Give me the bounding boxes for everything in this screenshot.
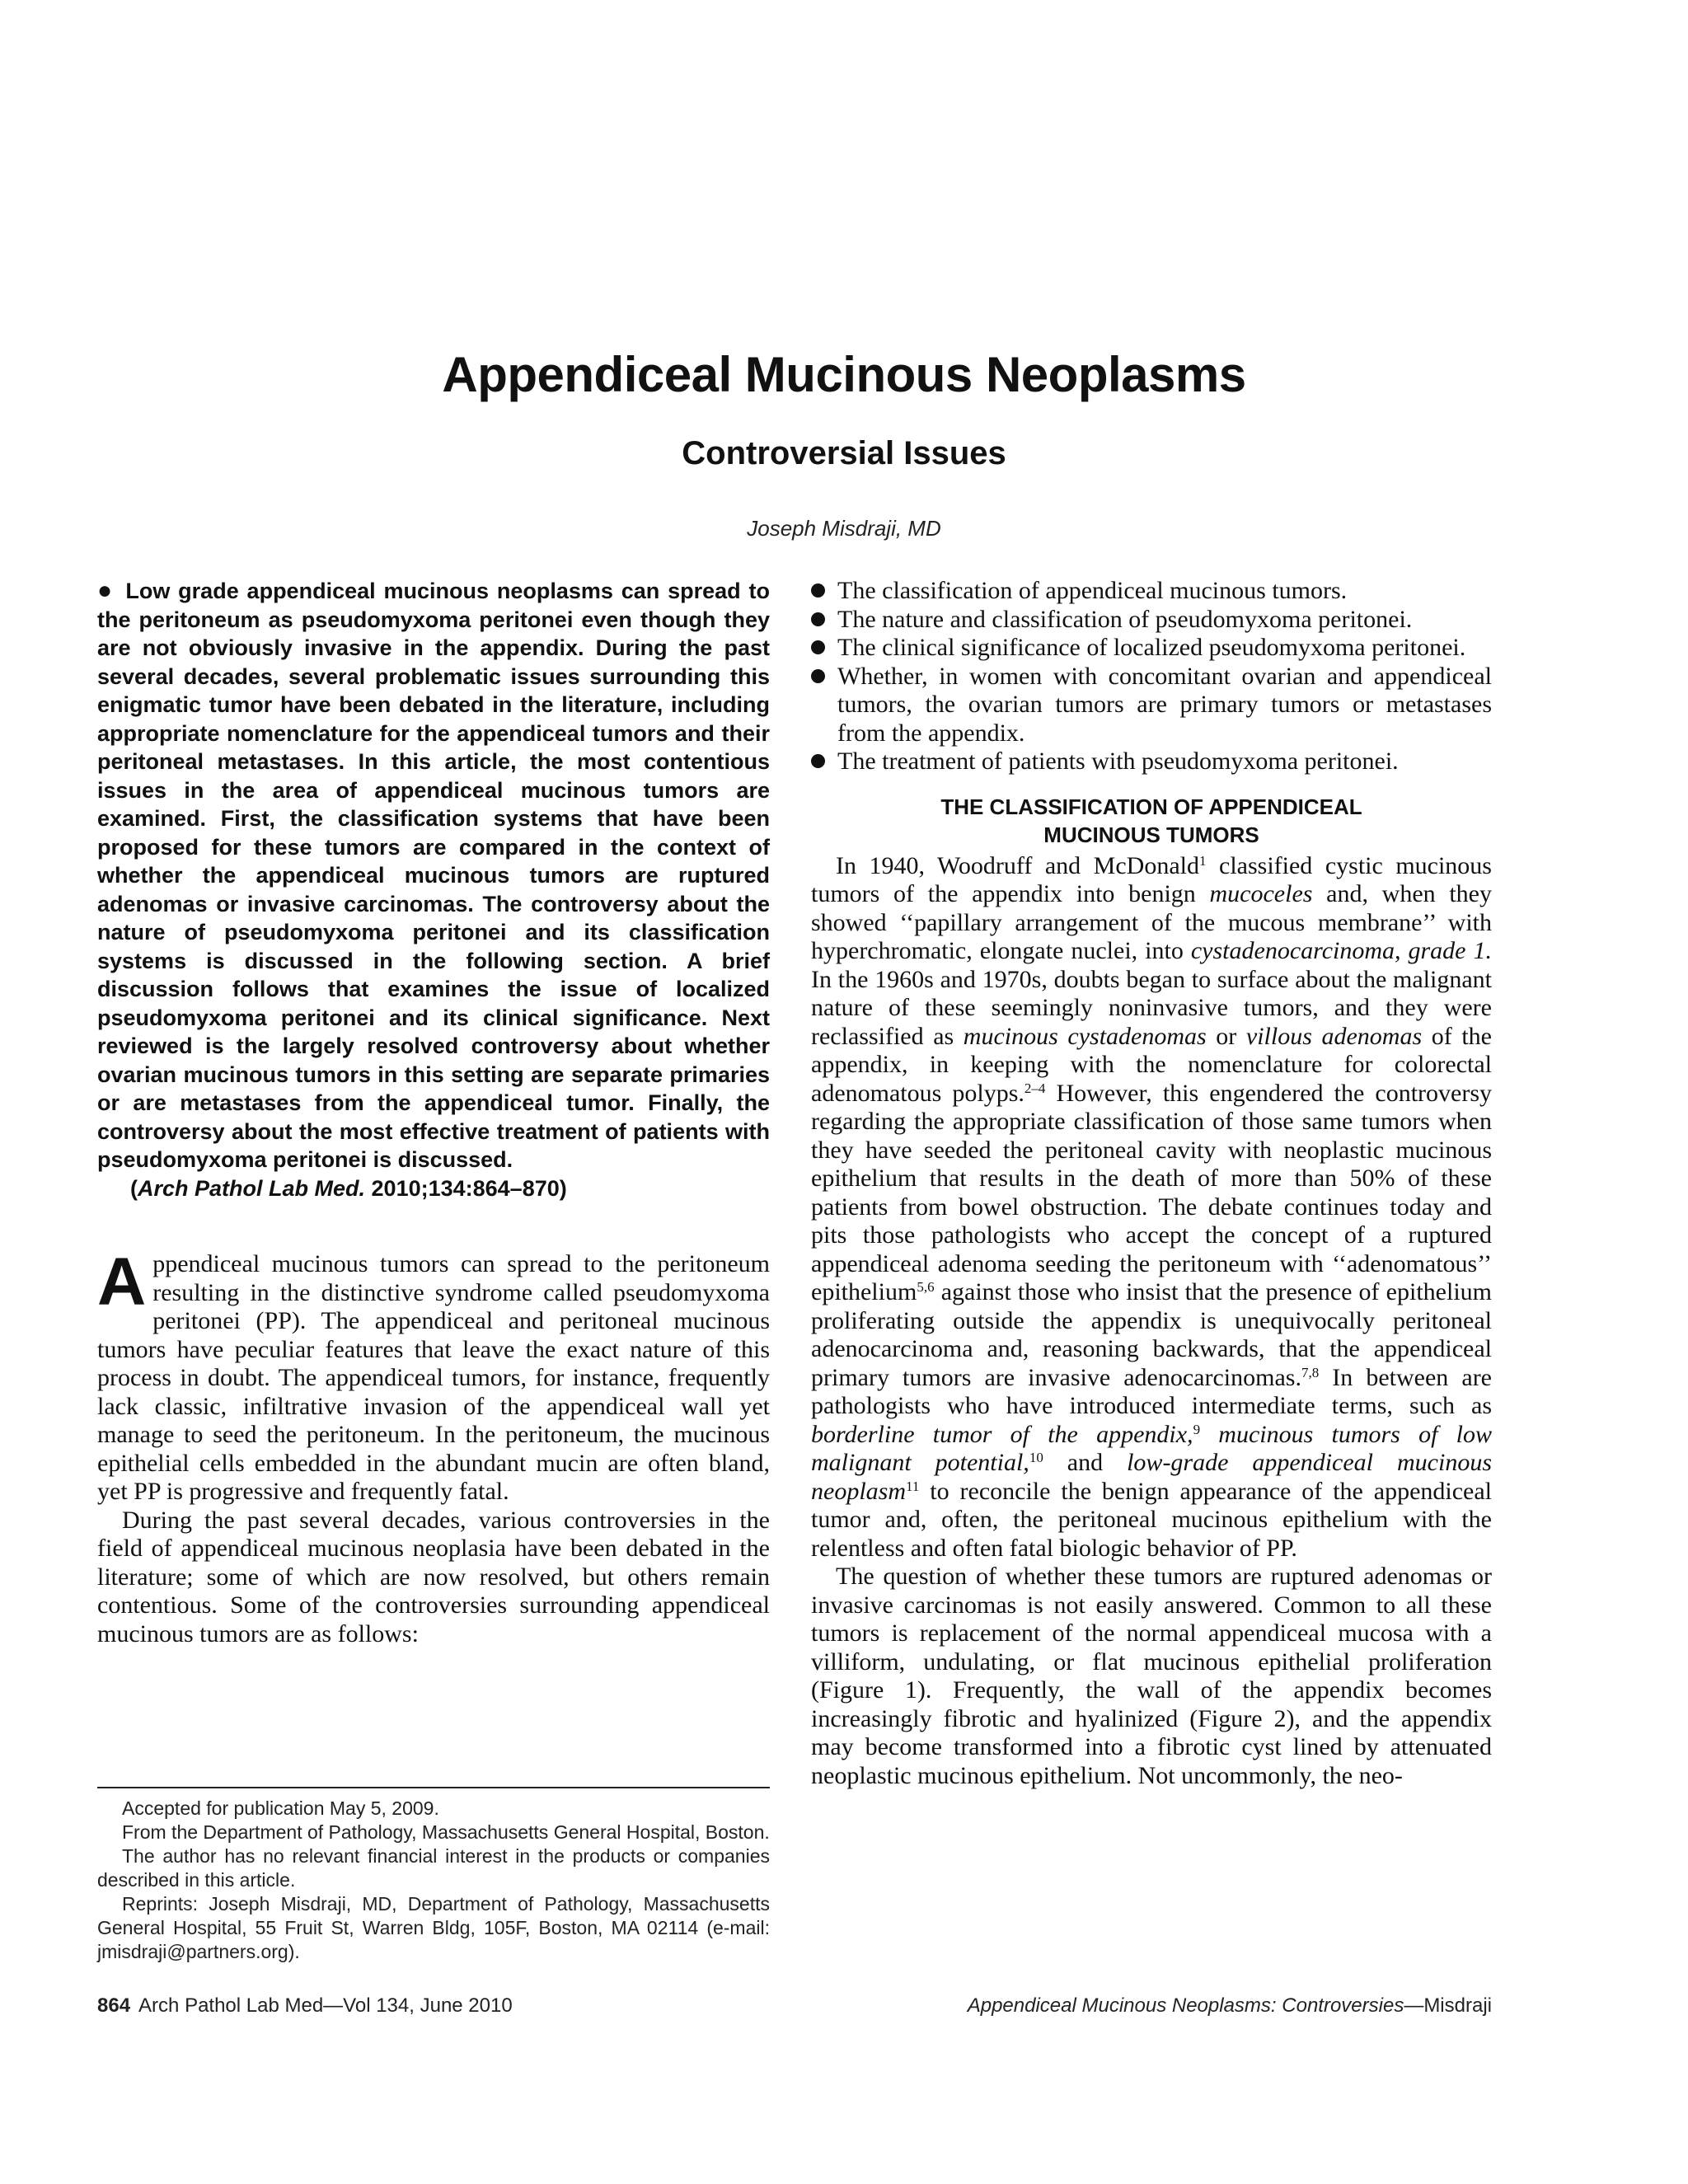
- left-column: [97, 577, 770, 1648]
- list-item-text: The clinical significance of localized pseudomyxoma peritonei.: [837, 634, 1466, 661]
- reference-superscript: 9: [1193, 1421, 1201, 1437]
- italic-term: villous adenomas: [1245, 1022, 1423, 1050]
- italic-term: mucinous cystadenomas: [963, 1022, 1207, 1050]
- footer-left: [97, 1994, 513, 2018]
- text-run: and, when they showed ‘‘papillary arrangement of the mucous membrane’’ with hyperchromatic, elongate nuclei, into: [811, 880, 1492, 964]
- intro-paragraph-1-text: ppendiceal mucinous tumors can spread to the peritoneum resulting in the distinctive syndrome called pseudomyxoma peritonei (PP). The appendiceal and peritoneal mucinous tumors have peculiar features that leave the exact nature of this process in doubt. The appendiceal tumors, for instance, frequently lack classic, infiltrative invasion of the appendiceal wall yet manage to seed the peritoneum. In the peritoneum, the mucinous epithelial cells embedded in the abundant mucin are often bland, yet PP is progressive and frequently fatal.: [97, 1250, 770, 1505]
- bullet-icon: [811, 754, 825, 768]
- journal-info: Arch Pathol Lab Med—Vol 134, June 2010: [138, 1994, 513, 2017]
- list-item-text: Whether, in women with concomitant ovarian and appendiceal tumors, the ovarian tumors are primary tumors or metastases from the appendix.: [837, 662, 1492, 747]
- reference-superscript: 7,8: [1301, 1364, 1320, 1380]
- italic-term: borderline tumor of the appendix,: [811, 1420, 1193, 1448]
- section-paragraph-2: The question of whether these tumors are ruptured adenomas or invasive carcinomas is not easily answered. Common to all these tumors is replacement of the normal appendiceal mucosa with a villiform, undulating, or flat mucinous epithelial proliferation (Figure 1). Frequently, the wall of the appendix becomes increasingly fibrotic and hyalinized (Figure 2), and the appendix may become transformed into a fibrotic cyst lined by attenuated neoplastic mucinous epithelium. Not uncommonly, the neo-: [811, 1563, 1492, 1789]
- page-number: 864: [97, 1994, 131, 2017]
- abstract-text: Low grade appendiceal mucinous neoplasms can spread to the peritoneum as pseudomyxoma peritonei even though they are not obviously invasive in the appendix. During the past several decades, several problematic issues surrounding this enigmatic tumor have been debated in the literature, including appropriate nomenclature for the appendiceal tumors and their peritoneal metastases. In this article, the most contentious issues in the area of appendiceal mucinous tumors are examined. First, the classification systems that have been proposed for these tumors are compared in the context of whether the appendiceal mucinous tumors are ruptured adenomas or invasive carcinomas. The controversy about the nature of pseudomyxoma peritonei and its classification systems is discussed in the following section. A brief discussion follows that examines the issue of localized pseudomyxoma peritonei and its clinical significance. Next reviewed is the largely resolved controversy about whether ovarian mucinous tumors in this setting are separate primaries or are metastases from the appendiceal tumor. Finally, the controversy about the most effective treatment of patients with pseudomyxoma peritonei is discussed.: [97, 579, 770, 1172]
- abstract-bullet-icon: ●: [97, 577, 115, 604]
- section-paragraph-1: [811, 852, 1492, 1563]
- list-item: [811, 634, 1492, 663]
- running-title: Appendiceal Mucinous Neoplasms: Controversies: [967, 1994, 1404, 2017]
- intro-paragraph-1: [97, 1244, 770, 1507]
- footnote-disclosure: The author has no relevant financial interest in the products or companies described in this article.: [97, 1845, 770, 1891]
- citation-journal: Arch Pathol Lab Med.: [138, 1175, 366, 1201]
- abstract: [97, 577, 770, 1174]
- footnote-reprints: Reprints: Joseph Misdraji, MD, Department of Pathology, Massachusetts General Hospital, 55 Fruit St, Warren Bldg, 105F, Boston, MA 02114 (e-mail: jmisdraji@partners.org).: [97, 1893, 770, 1962]
- list-item-text: The treatment of patients with pseudomyxoma peritonei.: [837, 748, 1399, 775]
- list-item-text: The classification of appendiceal mucinous tumors.: [837, 577, 1348, 604]
- text-run: [1200, 1421, 1218, 1448]
- list-item: [811, 748, 1492, 776]
- italic-term: low-grade appendiceal mucinous neoplasm: [811, 1449, 1492, 1505]
- section-heading-line-1: THE CLASSIFICATION OF APPENDICEAL: [940, 794, 1362, 819]
- running-author: —Misdraji: [1404, 1994, 1492, 2017]
- right-column: [811, 577, 1492, 1790]
- text-run: In the 1960s and 1970s, doubts began to surface about the malignant nature of these seemingly noninvasive tumors, and they were reclassified as: [811, 965, 1492, 1050]
- bullet-icon: [811, 640, 825, 654]
- article-title: Appendiceal Mucinous Neoplasms: [442, 347, 1246, 402]
- reference-superscript: 10: [1029, 1450, 1043, 1465]
- list-item: [811, 606, 1492, 635]
- reference-superscript: 5,6: [917, 1279, 935, 1295]
- list-item: [811, 663, 1492, 748]
- text-run: In between are pathologists who have introduced intermediate terms, such as: [811, 1363, 1493, 1419]
- text-run: and: [1043, 1449, 1128, 1476]
- footnote-accepted: Accepted for publication May 5, 2009.: [122, 1797, 439, 1819]
- intro-paragraph-2: During the past several decades, various controversies in the field of appendiceal mucinous neoplasia have been debated in the literature; some of which are now resolved, but others remain contentious. Some of the controversies surrounding appendiceal mucinous tumors are as follows:: [97, 1506, 770, 1647]
- reference-superscript: 2–4: [1024, 1080, 1046, 1096]
- controversy-list: [811, 577, 1492, 776]
- text-run: of the appendix, in keeping with the nomenclature for colorectal adenomatous polyps.: [811, 1022, 1492, 1107]
- italic-term: cystadenocarcinoma, grade 1.: [1190, 937, 1493, 964]
- bullet-icon: [811, 669, 825, 683]
- text-run: or: [1206, 1022, 1246, 1050]
- drop-cap: A: [97, 1244, 147, 1319]
- page-footer: [97, 1994, 1492, 2024]
- section-heading: [811, 793, 1492, 849]
- text-run: In 1940, Woodruff and McDonald: [836, 851, 1199, 879]
- text-run: classified cystic mucinous tumors of the appendix into benign: [811, 851, 1492, 907]
- text-run: against those who insist that the presence of epithelium proliferating outside the appendix is unequivocally peritoneal adenocarcinoma and, reasoning backwards, that the appendiceal primary tumors are invasive adenocarcinomas.: [811, 1278, 1492, 1391]
- reference-superscript: 11: [906, 1478, 920, 1494]
- footer-right: [968, 1994, 1492, 2018]
- footnotes: [97, 1787, 770, 1964]
- bullet-icon: [811, 612, 825, 626]
- citation: (Arch Pathol Lab Med. 2010;134:864–870): [130, 1175, 567, 1201]
- article-author: Joseph Misdraji, MD: [747, 516, 941, 541]
- citation-details: 2010;134:864–870): [365, 1175, 567, 1201]
- text-run: However, this engendered the controversy regarding the appropriate classification of those same tumors when they have seeded the peritoneal cavity with neoplastic mucinous epithelium that results in the death of more than 50% of these patients from bowel obstruction. The debate continues today and pits those pathologists who accept the concept of a ruptured appendiceal adenoma seeding the peritoneum with ‘‘adenomatous’’ epithelium: [811, 1079, 1492, 1305]
- list-item-text: The nature and classification of pseudomyxoma peritonei.: [837, 605, 1413, 633]
- list-item: [811, 577, 1492, 606]
- bullet-icon: [811, 583, 825, 598]
- section-heading-line-2: MUCINOUS TUMORS: [1043, 822, 1259, 847]
- text-run: to reconcile the benign appearance of the appendiceal tumor and, often, the peritoneal mucinous epithelium with the relentless and often fatal biologic behavior of PP.: [811, 1477, 1492, 1562]
- reference-superscript: 1: [1199, 852, 1207, 869]
- italic-term: mucoceles: [1209, 880, 1313, 907]
- italic-term: mucinous tumors of low malignant potential,: [811, 1420, 1492, 1476]
- footnote-affiliation: From the Department of Pathology, Massachusetts General Hospital, Boston.: [122, 1821, 770, 1843]
- article-subtitle: Controversial Issues: [682, 435, 1006, 471]
